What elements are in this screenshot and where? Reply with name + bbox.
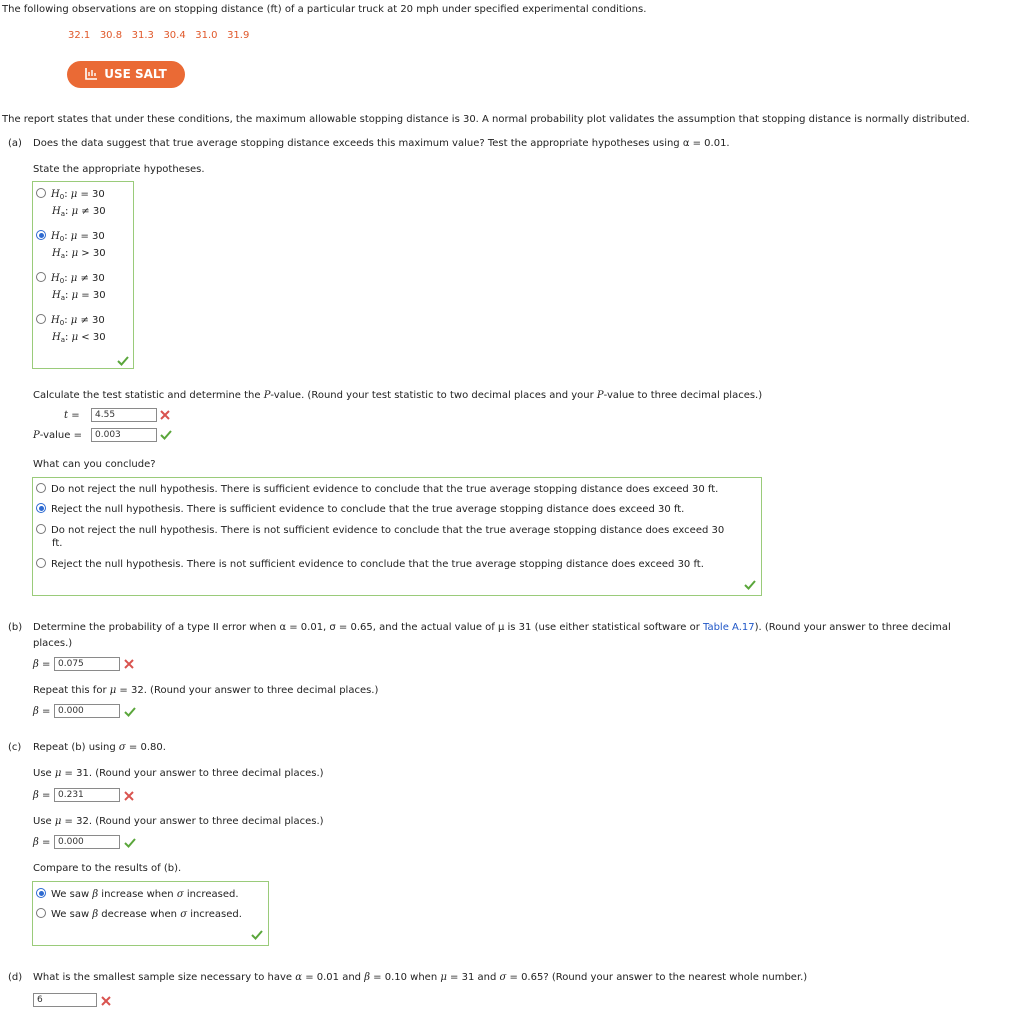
correct-check-icon bbox=[160, 430, 172, 440]
beta-label: β = bbox=[33, 659, 51, 670]
part-c-label: (c) bbox=[8, 742, 22, 753]
conclusion-text: Do not reject the null hypothesis. There is sufficient evidence to conclude that the true average stopping distance does exceed 30 ft. bbox=[51, 484, 719, 495]
radio-button[interactable] bbox=[36, 908, 46, 918]
conclusion-text-wrap: ft. bbox=[52, 538, 63, 549]
part-d-label: (d) bbox=[8, 972, 23, 983]
use-salt-button[interactable] bbox=[67, 61, 185, 88]
beta-label: β = bbox=[33, 706, 51, 717]
salt-chart-icon bbox=[85, 63, 98, 90]
part-b-question: Determine the probability of a type II error when α = 0.01, σ = 0.65, and the actual value of μ is 31 (use either statistical software or Table A.17). (Round your answer to three decimal bbox=[33, 622, 951, 633]
use-salt-label: USE SALT bbox=[104, 67, 167, 81]
part-b-question-line2: places.) bbox=[33, 638, 73, 649]
observation: 31.0 bbox=[195, 30, 218, 41]
hyp-option-2-ha: $H_a$: μ > 30 bbox=[52, 248, 106, 260]
observation: 31.9 bbox=[227, 30, 250, 41]
beta-input-c-32[interactable]: 0.000 bbox=[54, 835, 120, 849]
incorrect-x-icon bbox=[101, 996, 111, 1006]
incorrect-x-icon bbox=[160, 410, 170, 420]
correct-check-icon bbox=[744, 580, 756, 590]
compare-option-2[interactable]: We saw β decrease when σ increased. bbox=[36, 908, 242, 920]
calc-prompt: Calculate the test statistic and determine the P-value. (Round your test statistic to two decimal places and your P-value to three decimal places.) bbox=[33, 390, 763, 401]
incorrect-x-icon bbox=[124, 791, 134, 801]
repeat-prompt: Repeat this for μ = 32. (Round your answer to three decimal places.) bbox=[33, 685, 379, 696]
part-a-label: (a) bbox=[8, 138, 22, 149]
correct-check-icon bbox=[251, 930, 263, 940]
conclusion-text: Reject the null hypothesis. There is sufficient evidence to conclude that the true average stopping distance does exceed 30 ft. bbox=[51, 504, 685, 515]
radio-button[interactable] bbox=[36, 524, 46, 534]
t-label: t = bbox=[64, 410, 80, 421]
observation: 31.3 bbox=[131, 30, 154, 41]
beta-label: β = bbox=[33, 837, 51, 848]
p-value-label: P-value = bbox=[33, 430, 82, 441]
observations-list bbox=[68, 30, 249, 41]
incorrect-x-icon bbox=[124, 659, 134, 669]
use-mu-31-prompt: Use μ = 31. (Round your answer to three decimal places.) bbox=[33, 768, 324, 779]
hyp-option-1-ha: $H_a$: μ ≠ 30 bbox=[52, 206, 106, 218]
state-hypotheses-prompt: State the appropriate hypotheses. bbox=[33, 164, 205, 175]
conclusion-option-2[interactable] bbox=[36, 503, 684, 515]
correct-check-icon bbox=[124, 838, 136, 848]
use-mu-32-prompt: Use μ = 32. (Round your answer to three decimal places.) bbox=[33, 816, 324, 827]
sample-size-input[interactable]: 6 bbox=[33, 993, 97, 1007]
part-c-question: Repeat (b) using σ = 0.80. bbox=[33, 742, 166, 753]
observation: 30.8 bbox=[99, 30, 123, 41]
radio-button[interactable] bbox=[36, 272, 46, 282]
radio-button[interactable] bbox=[36, 558, 46, 568]
hyp-option-3-ha: $H_a$: μ = 30 bbox=[52, 290, 106, 302]
conclusion-option-4[interactable] bbox=[36, 558, 704, 570]
conclusion-option-3[interactable] bbox=[36, 524, 724, 536]
hyp-option-3[interactable]: $H_0$: μ ≠ 30 bbox=[36, 272, 105, 285]
report-text: The report states that under these conditions, the maximum allowable stopping distance is 30. A normal probability plot validates the assumption that stopping distance is normally distributed. bbox=[2, 114, 970, 125]
part-a-question: Does the data suggest that true average stopping distance exceeds this maximum value? Test the appropriate hypotheses using α = 0.01. bbox=[33, 138, 730, 149]
intro-text: The following observations are on stopping distance (ft) of a particular truck at 20 mph under specified experimental conditions. bbox=[2, 4, 647, 15]
correct-check-icon bbox=[124, 707, 136, 717]
observation: 32.1 bbox=[68, 30, 91, 41]
radio-button-selected[interactable] bbox=[36, 503, 46, 513]
compare-option-1[interactable]: We saw β increase when σ increased. bbox=[36, 888, 239, 900]
t-statistic-input[interactable]: 4.55 bbox=[91, 408, 157, 422]
beta-input-b-32[interactable]: 0.000 bbox=[54, 704, 120, 718]
correct-check-icon bbox=[117, 356, 129, 366]
conclusion-option-1[interactable] bbox=[36, 483, 718, 495]
part-b-label: (b) bbox=[8, 622, 23, 633]
radio-button-selected[interactable] bbox=[36, 888, 46, 898]
beta-label: β = bbox=[33, 790, 51, 801]
hyp-option-4[interactable]: $H_0$: μ ≠ 30 bbox=[36, 314, 105, 327]
beta-input-c-31[interactable]: 0.231 bbox=[54, 788, 120, 802]
hyp-option-2[interactable]: $H_0$: μ = 30 bbox=[36, 230, 105, 243]
part-d-question: What is the smallest sample size necessary to have α = 0.01 and β = 0.10 when μ = 31 and σ = 0.65? (Round your answer to the nearest whole number.) bbox=[33, 972, 808, 983]
conclusion-text: Reject the null hypothesis. There is not sufficient evidence to conclude that the true average stopping distance does exceed 30 ft. bbox=[51, 559, 704, 570]
compare-prompt: Compare to the results of (b). bbox=[33, 863, 182, 874]
conclude-prompt: What can you conclude? bbox=[33, 459, 156, 470]
radio-button[interactable] bbox=[36, 314, 46, 324]
radio-button-selected[interactable] bbox=[36, 230, 46, 240]
p-value-input[interactable]: 0.003 bbox=[91, 428, 157, 442]
radio-button[interactable] bbox=[36, 188, 46, 198]
hyp-option-1[interactable]: $H_0$: μ = 30 bbox=[36, 188, 105, 201]
conclusion-text: Do not reject the null hypothesis. There is not sufficient evidence to conclude that the true average stopping distance does exceed 30 bbox=[51, 525, 725, 536]
beta-input-b-31[interactable]: 0.075 bbox=[54, 657, 120, 671]
table-a17-link[interactable]: Table A.17 bbox=[703, 622, 755, 633]
radio-button[interactable] bbox=[36, 483, 46, 493]
observation: 30.4 bbox=[163, 30, 186, 41]
hyp-option-4-ha: $H_a$: μ < 30 bbox=[52, 332, 106, 344]
